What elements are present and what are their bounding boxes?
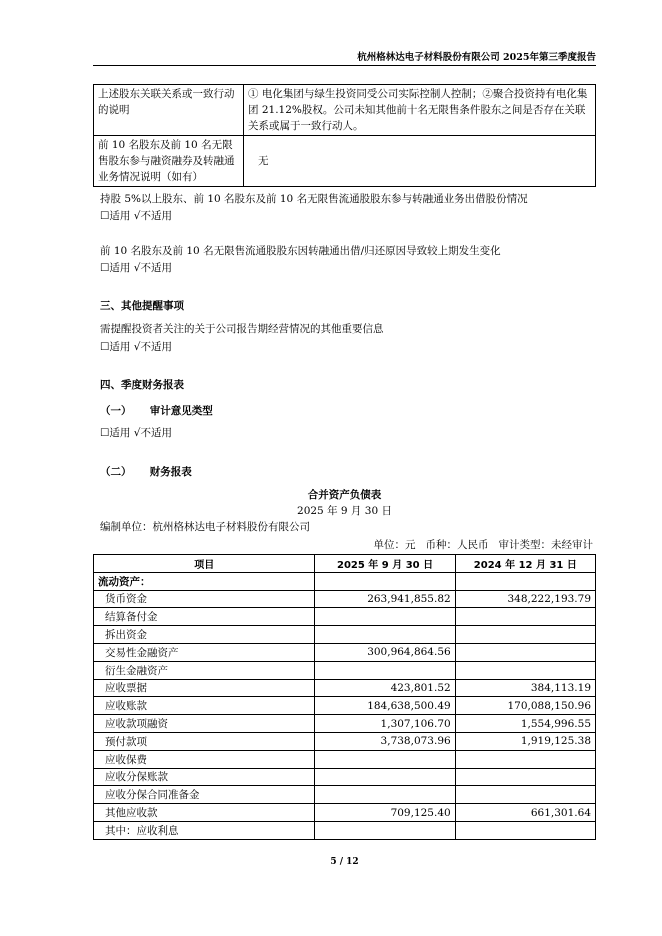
current-value-cell: 184,638,500.49: [315, 697, 455, 715]
item-cell: 结算备付金: [94, 608, 315, 626]
prior-value-cell: [455, 768, 595, 786]
relation-value-cell: ① 电化集团与绿生投资同受公司实际控制人控制；②聚合投资持有电化集团 21.12%股权。公司未知其他前十名无限售条件股东之间是否存在关联关系或属于一致行动人。: [244, 85, 596, 136]
current-value-cell: [315, 572, 455, 590]
page-header: 杭州格林达电子材料股份有限公司 2025年第三季度报告: [93, 49, 596, 66]
page-number: 5 / 12: [330, 857, 359, 867]
relation-key-cell: 上述股东关联关系或一致行动的说明: [94, 85, 244, 136]
table-row: [94, 643, 596, 661]
table-row: [94, 679, 596, 697]
current-value-cell: 300,964,864.56: [315, 643, 455, 661]
item-cell: 应收账款: [94, 697, 315, 715]
column-header-current: 2025 年 9 月 30 日: [315, 555, 455, 573]
item-cell: 应收分保账款: [94, 768, 315, 786]
prior-value-cell: 384,113.19: [455, 679, 595, 697]
current-value-cell: 3,738,073.96: [315, 732, 455, 750]
current-value-cell: [315, 661, 455, 679]
current-value-cell: 263,941,855.82: [315, 590, 455, 608]
balance-sheet-table: [93, 554, 596, 840]
table-row: [94, 661, 596, 679]
current-value-cell: [315, 626, 455, 644]
lending-applicability: ☐适用 √不适用: [100, 210, 172, 222]
prior-value-cell: [455, 786, 595, 804]
lending-paragraph: 持股 5%以上股东、前 10 名股东及前 10 名无限售流通股股东参与转融通业务出借股份情况: [100, 193, 528, 205]
table-row: [94, 786, 596, 804]
change-applicability: ☐适用 √不适用: [100, 262, 172, 274]
table-row: [94, 572, 596, 590]
item-cell: 交易性金融资产: [94, 643, 315, 661]
balance-sheet-title: 合并资产负债表: [307, 489, 382, 501]
prior-value-cell: [455, 608, 595, 626]
current-value-cell: [315, 786, 455, 804]
item-cell: 衍生金融资产: [94, 661, 315, 679]
current-value-cell: [315, 608, 455, 626]
item-cell: 应收分保合同准备金: [94, 786, 315, 804]
units-line: 单位：元 币种：人民币 审计类型：未经审计: [373, 539, 593, 551]
item-cell: 流动资产：: [94, 572, 315, 590]
shareholder-relation-table: [93, 84, 596, 187]
item-cell: 其中：应收利息: [94, 821, 315, 839]
audit-applicability: ☐适用 √不适用: [100, 427, 172, 439]
current-value-cell: [315, 750, 455, 768]
current-value-cell: 1,307,106.70: [315, 715, 455, 733]
table-row: [94, 697, 596, 715]
margin-value-cell: 无: [244, 136, 596, 187]
reminder-applicability: ☐适用 √不适用: [100, 341, 172, 353]
item-cell: 货币资金: [94, 590, 315, 608]
table-row: [94, 626, 596, 644]
current-value-cell: 423,801.52: [315, 679, 455, 697]
prior-value-cell: 661,301.64: [455, 804, 595, 822]
item-cell: 应收款项融资: [94, 715, 315, 733]
table-row: [94, 732, 596, 750]
prior-value-cell: [455, 626, 595, 644]
prior-value-cell: 170,088,150.96: [455, 697, 595, 715]
table-row: [94, 768, 596, 786]
prior-value-cell: 348,222,193.79: [455, 590, 595, 608]
table-row: [94, 85, 596, 136]
table-row: [94, 608, 596, 626]
balance-sheet-date: 2025 年 9 月 30 日: [297, 505, 392, 517]
item-cell: 预付款项: [94, 732, 315, 750]
prior-value-cell: 1,919,125.38: [455, 732, 595, 750]
prior-value-cell: [455, 643, 595, 661]
compiler-line: 编制单位：杭州格林达电子材料股份有限公司: [100, 521, 310, 533]
table-header-row: [94, 555, 596, 573]
column-header-prior: 2024 年 12 月 31 日: [455, 555, 595, 573]
table-row: [94, 590, 596, 608]
item-cell: 其他应收款: [94, 804, 315, 822]
prior-value-cell: [455, 572, 595, 590]
prior-value-cell: [455, 821, 595, 839]
change-paragraph: 前 10 名股东及前 10 名无限售流通股股东因转融通出借/归还原因导致较上期发生变化: [100, 245, 501, 257]
reminder-paragraph: 需提醒投资者关注的关于公司报告期经营情况的其他重要信息: [100, 323, 384, 335]
table-row: [94, 821, 596, 839]
subheading-statements: （二） 财务报表: [100, 466, 192, 478]
subheading-audit-opinion: （一） 审计意见类型: [100, 405, 213, 417]
item-cell: 应收票据: [94, 679, 315, 697]
current-value-cell: [315, 821, 455, 839]
item-cell: 拆出资金: [94, 626, 315, 644]
prior-value-cell: [455, 750, 595, 768]
table-row: [94, 136, 596, 187]
prior-value-cell: 1,554,996.55: [455, 715, 595, 733]
section-heading-reminders: 三、其他提醒事项: [100, 300, 184, 312]
table-row: [94, 804, 596, 822]
table-row: [94, 750, 596, 768]
prior-value-cell: [455, 661, 595, 679]
margin-key-cell: 前 10 名股东及前 10 名无限售股东参与融资融券及转融通业务情况说明（如有）: [94, 136, 244, 187]
current-value-cell: [315, 768, 455, 786]
table-row: [94, 715, 596, 733]
column-header-item: 项目: [94, 555, 315, 573]
item-cell: 应收保费: [94, 750, 315, 768]
section-heading-financials: 四、季度财务报表: [100, 379, 184, 391]
current-value-cell: 709,125.40: [315, 804, 455, 822]
